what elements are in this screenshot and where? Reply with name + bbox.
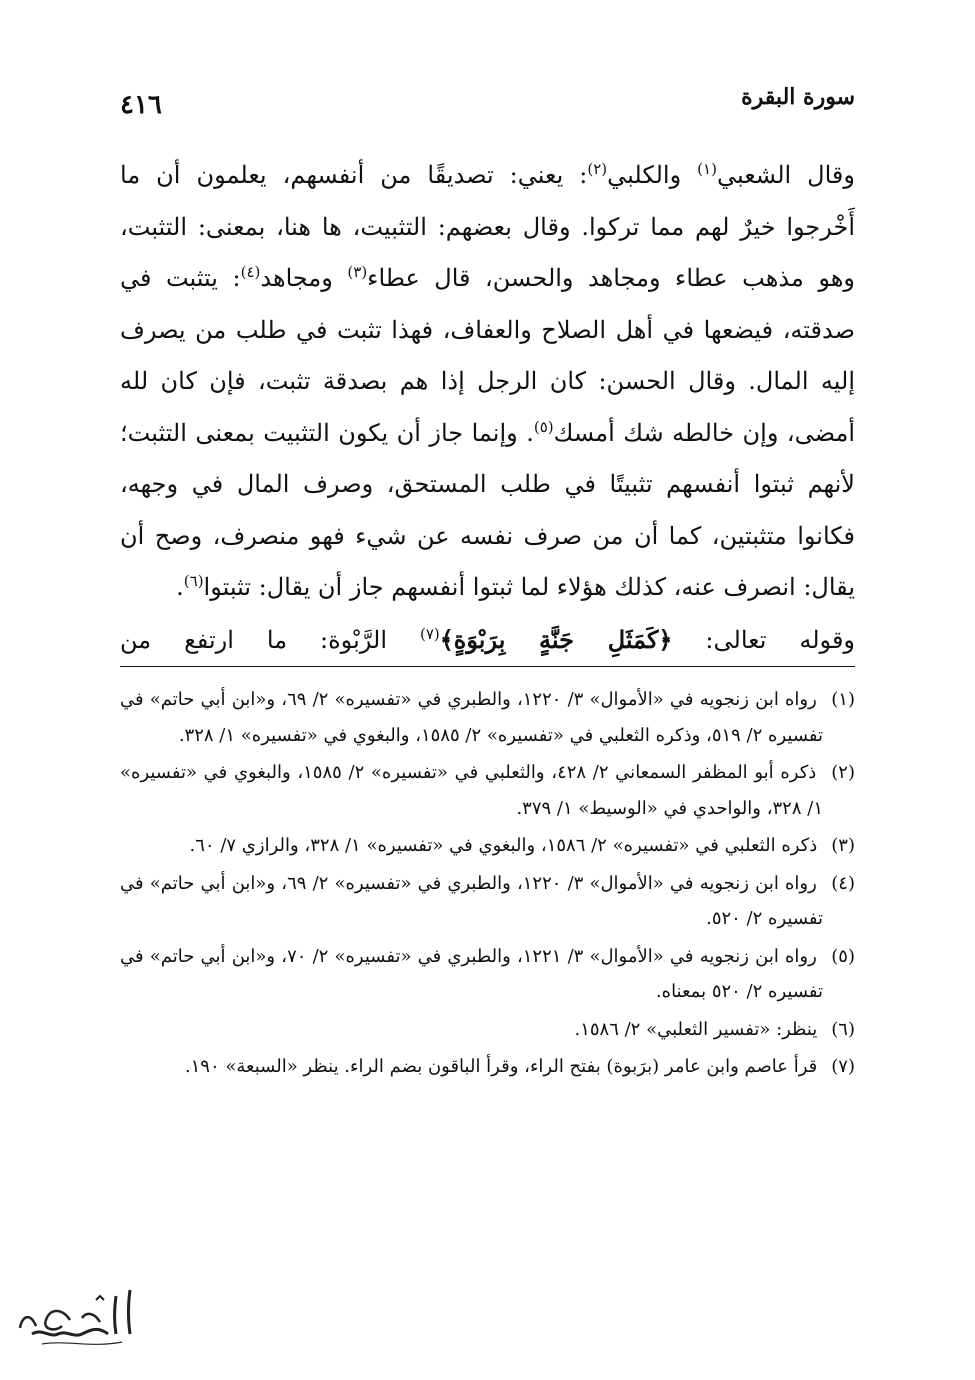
- footnote-text: ذكره أبو المظفر السمعاني ٢/ ٤٢٨، والثعلبي في «تفسيره» ٢/ ١٥٨٥، والبغوي في «تفسيره» ١/ ٣٢٨، والواحدي في «الوسيط» ١/ ٣٧٩.: [120, 762, 823, 819]
- body-text: الرَّبْوة: ما ارتفع من: [120, 625, 420, 654]
- footnote-item: [120, 755, 855, 826]
- footnote-reference: (٥): [533, 417, 554, 436]
- running-title: سورة البقرة: [741, 84, 855, 110]
- footnotes-list: [120, 682, 855, 1087]
- body-text: . وإنما جاز أن يكون التثبيت بمعنى التثبت؛ لأنهم ثبتوا أنفسهم تثبيتًا في طلب المستحق، وصرف المال في وجهه، فكانوا متثبتين، كما أن من صرف نفسه عن شيء فهو منصرف، وصح أن يقال: انصرف عنه، كذلك هؤلاء لما ثبتوا أنفسهم جاز أن يقال: تثبتوا: [120, 418, 855, 601]
- running-header: [120, 84, 855, 124]
- body-paragraph: [120, 614, 855, 667]
- footnote-reference: (٧): [419, 624, 440, 643]
- footnote-item: [120, 1012, 855, 1048]
- footnote-number: (١): [831, 689, 855, 710]
- footnote-text: قرأ عاصم وابن عامر (برَبوة) بفتح الراء، وقرأ الباقون بضم الراء. ينظر «السبعة» ١٩٠.: [184, 1056, 823, 1077]
- footnote-number: (٦): [831, 1018, 855, 1040]
- footnote-item: [120, 866, 855, 937]
- body-paragraph: [120, 150, 855, 614]
- body-text: وقال الشعبي: [716, 161, 855, 189]
- footnote-reference: (٤): [240, 263, 261, 281]
- body-text: وقوله تعالى:: [672, 625, 855, 654]
- footnote-separator: [120, 666, 855, 667]
- calligraphy-watermark-logo: [12, 1282, 142, 1352]
- page-number: ٤١٦: [120, 90, 162, 120]
- body-text: ومجاهد: [260, 264, 348, 292]
- quran-quote: ﴿كَمَثَلِ جَنَّةٍ بِرَبْوَةٍ﴾: [439, 624, 673, 654]
- footnote-item: [120, 682, 855, 753]
- body-text: والكلبي: [607, 161, 698, 189]
- footnote-number: (٢): [831, 762, 855, 783]
- footnote-text: رواه ابن زنجويه في «الأموال» ٣/ ١٢٢٠، والطبري في «تفسيره» ٢/ ٦٩، و«ابن أبي حاتم» في تفسيره ٢/ ٥٢٠.: [120, 872, 823, 929]
- footnote-reference: (٦): [183, 572, 204, 590]
- body-text: : يتثبت في صدقته، فيضعها في أهل الصلاح والعفاف، فهذا تثبت في طلب من يصرف إليه المال. وقال الحسن: كان الرجل إذا هم بصدقة تثبت، فإن كان لله أمضى، وإن خالطه شك أمسك: [120, 264, 855, 447]
- footnote-reference: (٣): [347, 263, 368, 281]
- footnote-number: (٣): [831, 835, 855, 856]
- main-text: [120, 150, 855, 666]
- footnote-text: رواه ابن زنجويه في «الأموال» ٣/ ١٢٢٠، والطبري في «تفسيره» ٢/ ٦٩، و«ابن أبي حاتم» في تفسيره ٢/ ٥١٩، وذكره الثعلبي في «تفسيره» ٢/ ١٥٨٥، والبغوي في «تفسيره» ١/ ٣٢٨.: [120, 689, 823, 746]
- footnote-number: (٤): [831, 872, 855, 894]
- footnote-text: ينظر: «تفسير الثعلبي» ٢/ ١٥٨٦.: [574, 1018, 823, 1040]
- footnote-item: [120, 828, 855, 864]
- body-text: : يعني: تصديقًا من أنفسهم، يعلمون أن ما أَخْرجوا خيرٌ لهم مما تركوا. وقال بعضهم: التثبيت، ها هنا، بمعنى: التثبت، وهو مذهب عطاء ومجاهد والحسن، قال عطاء: [120, 161, 856, 292]
- footnote-text: رواه ابن زنجويه في «الأموال» ٣/ ١٢٢١، والطبري في «تفسيره» ٢/ ٧٠، و«ابن أبي حاتم» في تفسيره ٢/ ٥٢٠ بمعناه.: [120, 945, 823, 1002]
- body-text: .: [176, 573, 184, 601]
- footnote-text: ذكره الثعلبي في «تفسيره» ٢/ ١٥٨٦، والبغوي في «تفسيره» ١/ ٣٢٨، والرازي ٧/ ٦٠.: [189, 835, 823, 856]
- footnote-item: [120, 939, 855, 1010]
- footnote-reference: (١): [697, 160, 717, 178]
- footnote-number: (٥): [831, 945, 855, 967]
- footnote-reference: (٢): [587, 160, 608, 178]
- footnote-item: [120, 1049, 855, 1085]
- footnote-number: (٧): [831, 1056, 855, 1077]
